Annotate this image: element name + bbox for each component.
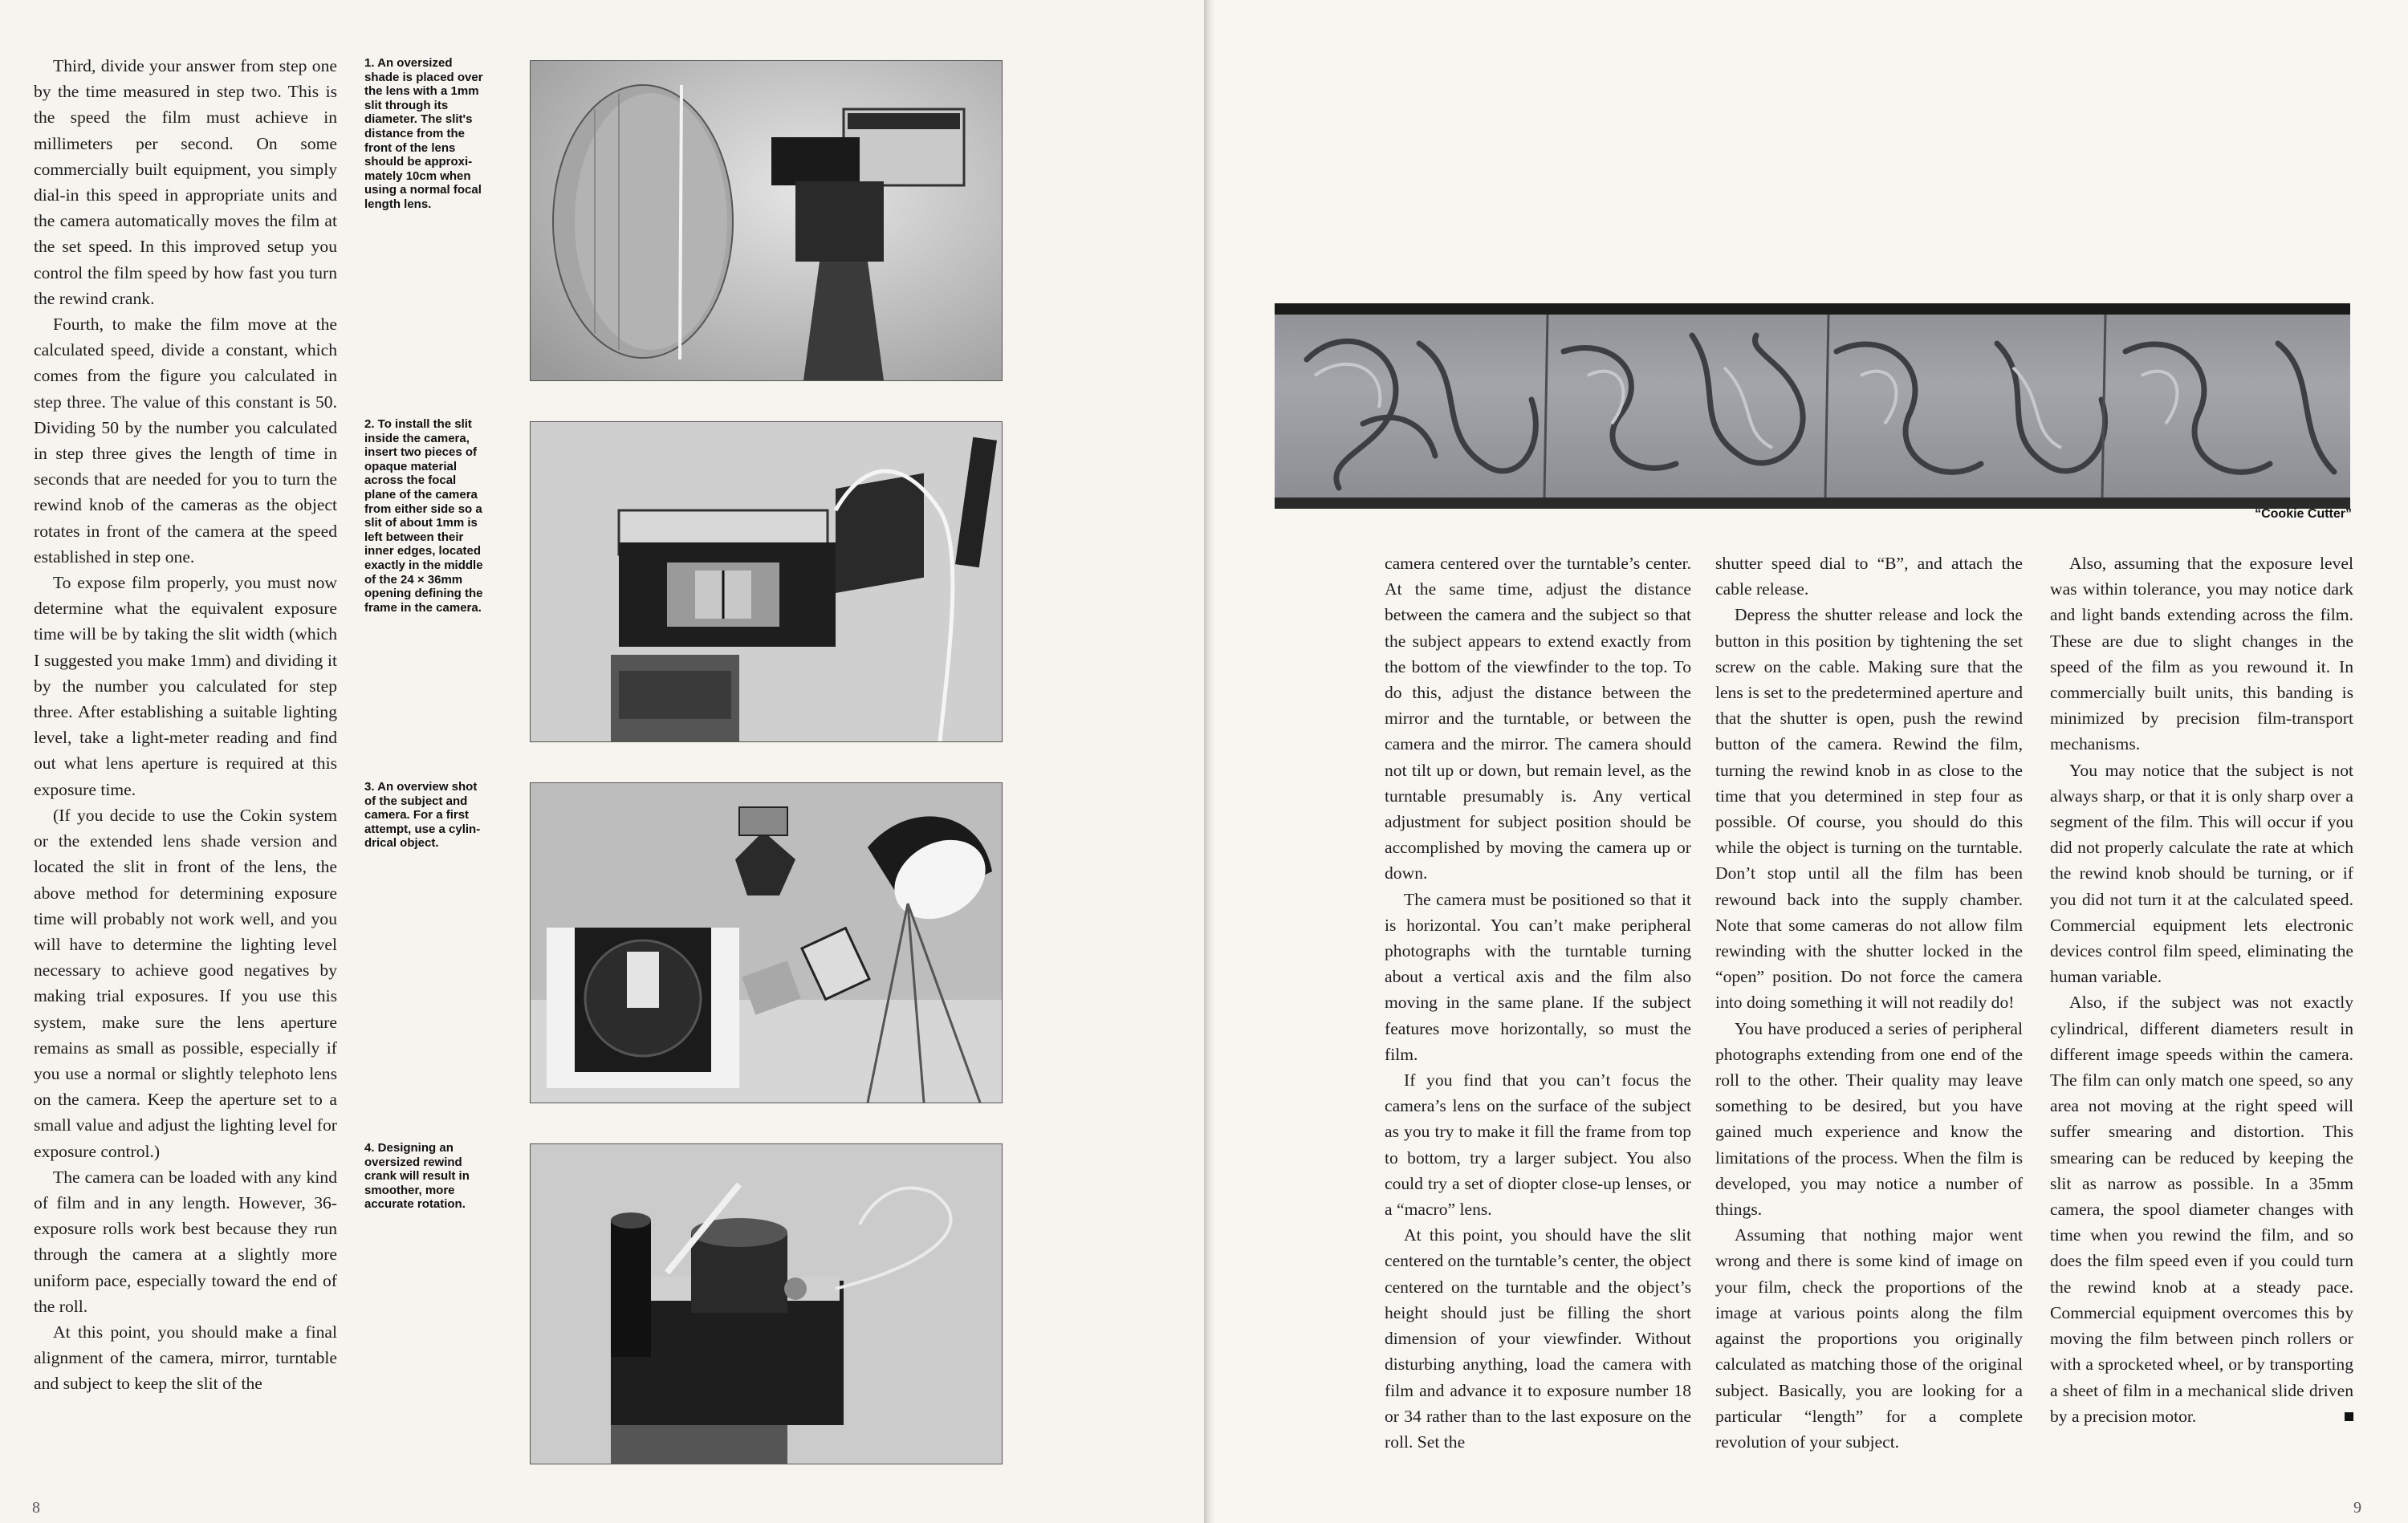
left-text-column [34,53,337,1397]
right-text-column-1 [1385,550,1691,1455]
caption-4: 4. Designing an oversized rewind crank will result in smoother, more accurate rotation. [364,1141,470,1212]
paragraph: The camera can be loaded with any kind of film and in any length. However, 36-exposure rolls work best because they run through the camera at a slightly more uniform pace, especially toward the end of the roll. [34,1167,337,1316]
caption-1: 1. An oversized shade is placed over the lens with a 1mm slit through its diameter. The slit's distance from the front of the lens should be approxi- mately 10cm when using a normal focal length lens. [364,56,483,211]
paragraph: If you find that you can’t focus the camera’s lens on the surface of the subject as you try to make it fill the frame from top to bottom, try a larger subject. You also could try a set of diopter close-up lenses, or a “macro” lens. [1385,1070,1691,1220]
right-text-column-2 [1715,550,2023,1455]
paragraph: camera centered over the turntable’s center. At the same time, adjust the distance between the camera and the subject so that the subject appears to extend exactly from the bottom of the viewfinder to the top. To do this, adjust the distance between the mirror and the turntable, or between the camera and the mirror. The camera should not tilt up or down, but remain level, as the turntable presumably is. Any vertical adjustment for subject position should be accomplished by moving the camera up or down. [1385,554,1691,883]
cookie-cutter-caption: “Cookie Cutter” [2255,507,2352,521]
right-text-column-3 [2050,550,2353,1429]
page-number-left: 8 [32,1499,40,1517]
paragraph: Depress the shutter release and lock the button in this position by tightening the set screw on the cable. Making sure that the lens is set to the predetermined aperture and that the shutter is open, push the rewind button of the camera. Rewind the film, turning the rewind knob in as close to the time that you determined in step four as possible. Of course, you should do this while the object is turning on the turntable. Don’t stop until all the film has been rewound back into the supply chamber. Note that some cameras do not allow film rewinding with the shutter locked in the “open” position. Do not force the camera into doing something it will not readily do! [1715,605,2023,1013]
book-gutter [1204,0,1214,1523]
paragraph: To expose film properly, you must now determine what the equivalent exposure time will be by taking the slit width (which I suggested you make 1mm) and dividing it by the number you calculated for step three. After establishing a suitable lighting level, take a light-meter reading and find out what lens aperture is required at this exposure time. [34,573,337,799]
paragraph: (If you decide to use the Cokin system or the extended lens shade version and located the slit in front of the lens, the above method for determining exposure time will probably not work well, and you will have to determine the lighting level necessary to achieve good negatives by making trial exposures. If you use this system, make sure the lens aperture remains as small as possible, especially if you use a normal or slightly telephoto lens on the camera. Keep the aperture set to a small value and adjust the lighting level for exposure control.) [34,805,337,1161]
paragraph: You may notice that the subject is not always sharp, or that it is only sharp over a segment of the film. This will occur if you did not properly calculate the rate at which the rewind knob should be turning, or if you did not turn it at the calculated speed. Commercial equipment lets electronic devices control film speed, eliminating the human variable. [2050,760,2353,987]
paragraph: shutter speed dial to “B”, and attach the cable release. [1715,554,2023,599]
photo-rewind-crank [530,1143,1003,1464]
paragraph: Also, assuming that the exposure level was within tolerance, you may notice dark and light bands extending across the film. These are due to slight changes in the speed of the film as you rewound it. In commercially built units, this banding is minimized by precision film-transport mechanisms. [2050,554,2353,754]
paragraph: At this point, you should have the slit centered on the turntable’s center, the object centered on the turntable and the object’s height should just be filling the short dimension of your viewfinder. Without disturbing anything, load the camera with film and advance it to exposure number 18 or 34 rather than to the last exposure on the roll. Set the [1385,1225,1691,1452]
paragraph: The camera must be positioned so that it is horizontal. You can’t make peripheral photographs with the turntable turning about a vertical axis and the film also moving in the same plane. If the subject features move horizontally, so must the film. [1385,889,1691,1064]
paragraph: At this point, you should make a final alignment of the camera, mirror, turntable and subject to keep the slit of the [34,1322,337,1394]
end-mark-icon [2345,1412,2353,1421]
caption-2: 2. To install the slit inside the camera, insert two pieces of opaque material across the focal plane of the camera from either side so a slit of about 1mm is left between their inner edges, located exactly in the middle of the 24 × 36mm opening defining the frame in the camera. [364,417,483,615]
caption-3: 3. An overview shot of the subject and camera. For a first attempt, use a cylin- drical object. [364,780,481,851]
photo-oversized-shade [530,60,1003,381]
photo-camera-slit [530,421,1003,742]
cookie-cutter-photo [1275,303,2350,509]
page-number-right: 9 [2353,1499,2361,1517]
paragraph: You have produced a series of peripheral photographs extending from one end of the roll to the other. Their quality may leave something to be desired, but you have gained much experience and know the limitations of the process. When the film is developed, you may notice a number of things. [1715,1018,2023,1220]
paragraph: Third, divide your answer from step one by the time measured in step two. This is the speed the film must achieve in millimeters per second. On some commercially built equipment, you simply dial-in this speed in appropriate units and the camera automatically moves the film at the set speed. In this improved setup you control the film speed by how fast you turn the rewind crank. [34,56,337,308]
paragraph: Also, if the subject was not exactly cylindrical, different diameters result in different image speeds within the camera. The film can only match one speed, so any area not moving at the right speed will suffer smearing and distortion. This smearing can be reduced by keeping the slit as narrow as possible. In a 35mm camera, the spool diameter changes with time when you rewind the film, and so does the film speed even if you could turn the rewind knob at a steady pace. Commercial equipment overcomes this by moving the film between pinch rollers or with a sprocketed wheel, or by transporting a sheet of film in a mechanical slide driven by a precision motor. [2050,993,2353,1426]
paragraph: Assuming that nothing major went wrong and there is some kind of image on your film, check the proportions of the image at various points along the film against the proportions you originally calculated as matching those of the original subject. Basically, you are looking for a particular “length” for a complete revolution of your subject. [1715,1225,2023,1452]
photo-overview [530,782,1003,1103]
paragraph: Fourth, to make the film move at the calculated speed, divide a constant, which comes from the figure you calculated in step three. The value of this constant is 50. Dividing 50 by the number you calculated in step three gives the length of time in seconds that are needed for you to turn the rewind knob of the cameras as the object rotates in front of the camera at the speed established in step one. [34,315,337,567]
